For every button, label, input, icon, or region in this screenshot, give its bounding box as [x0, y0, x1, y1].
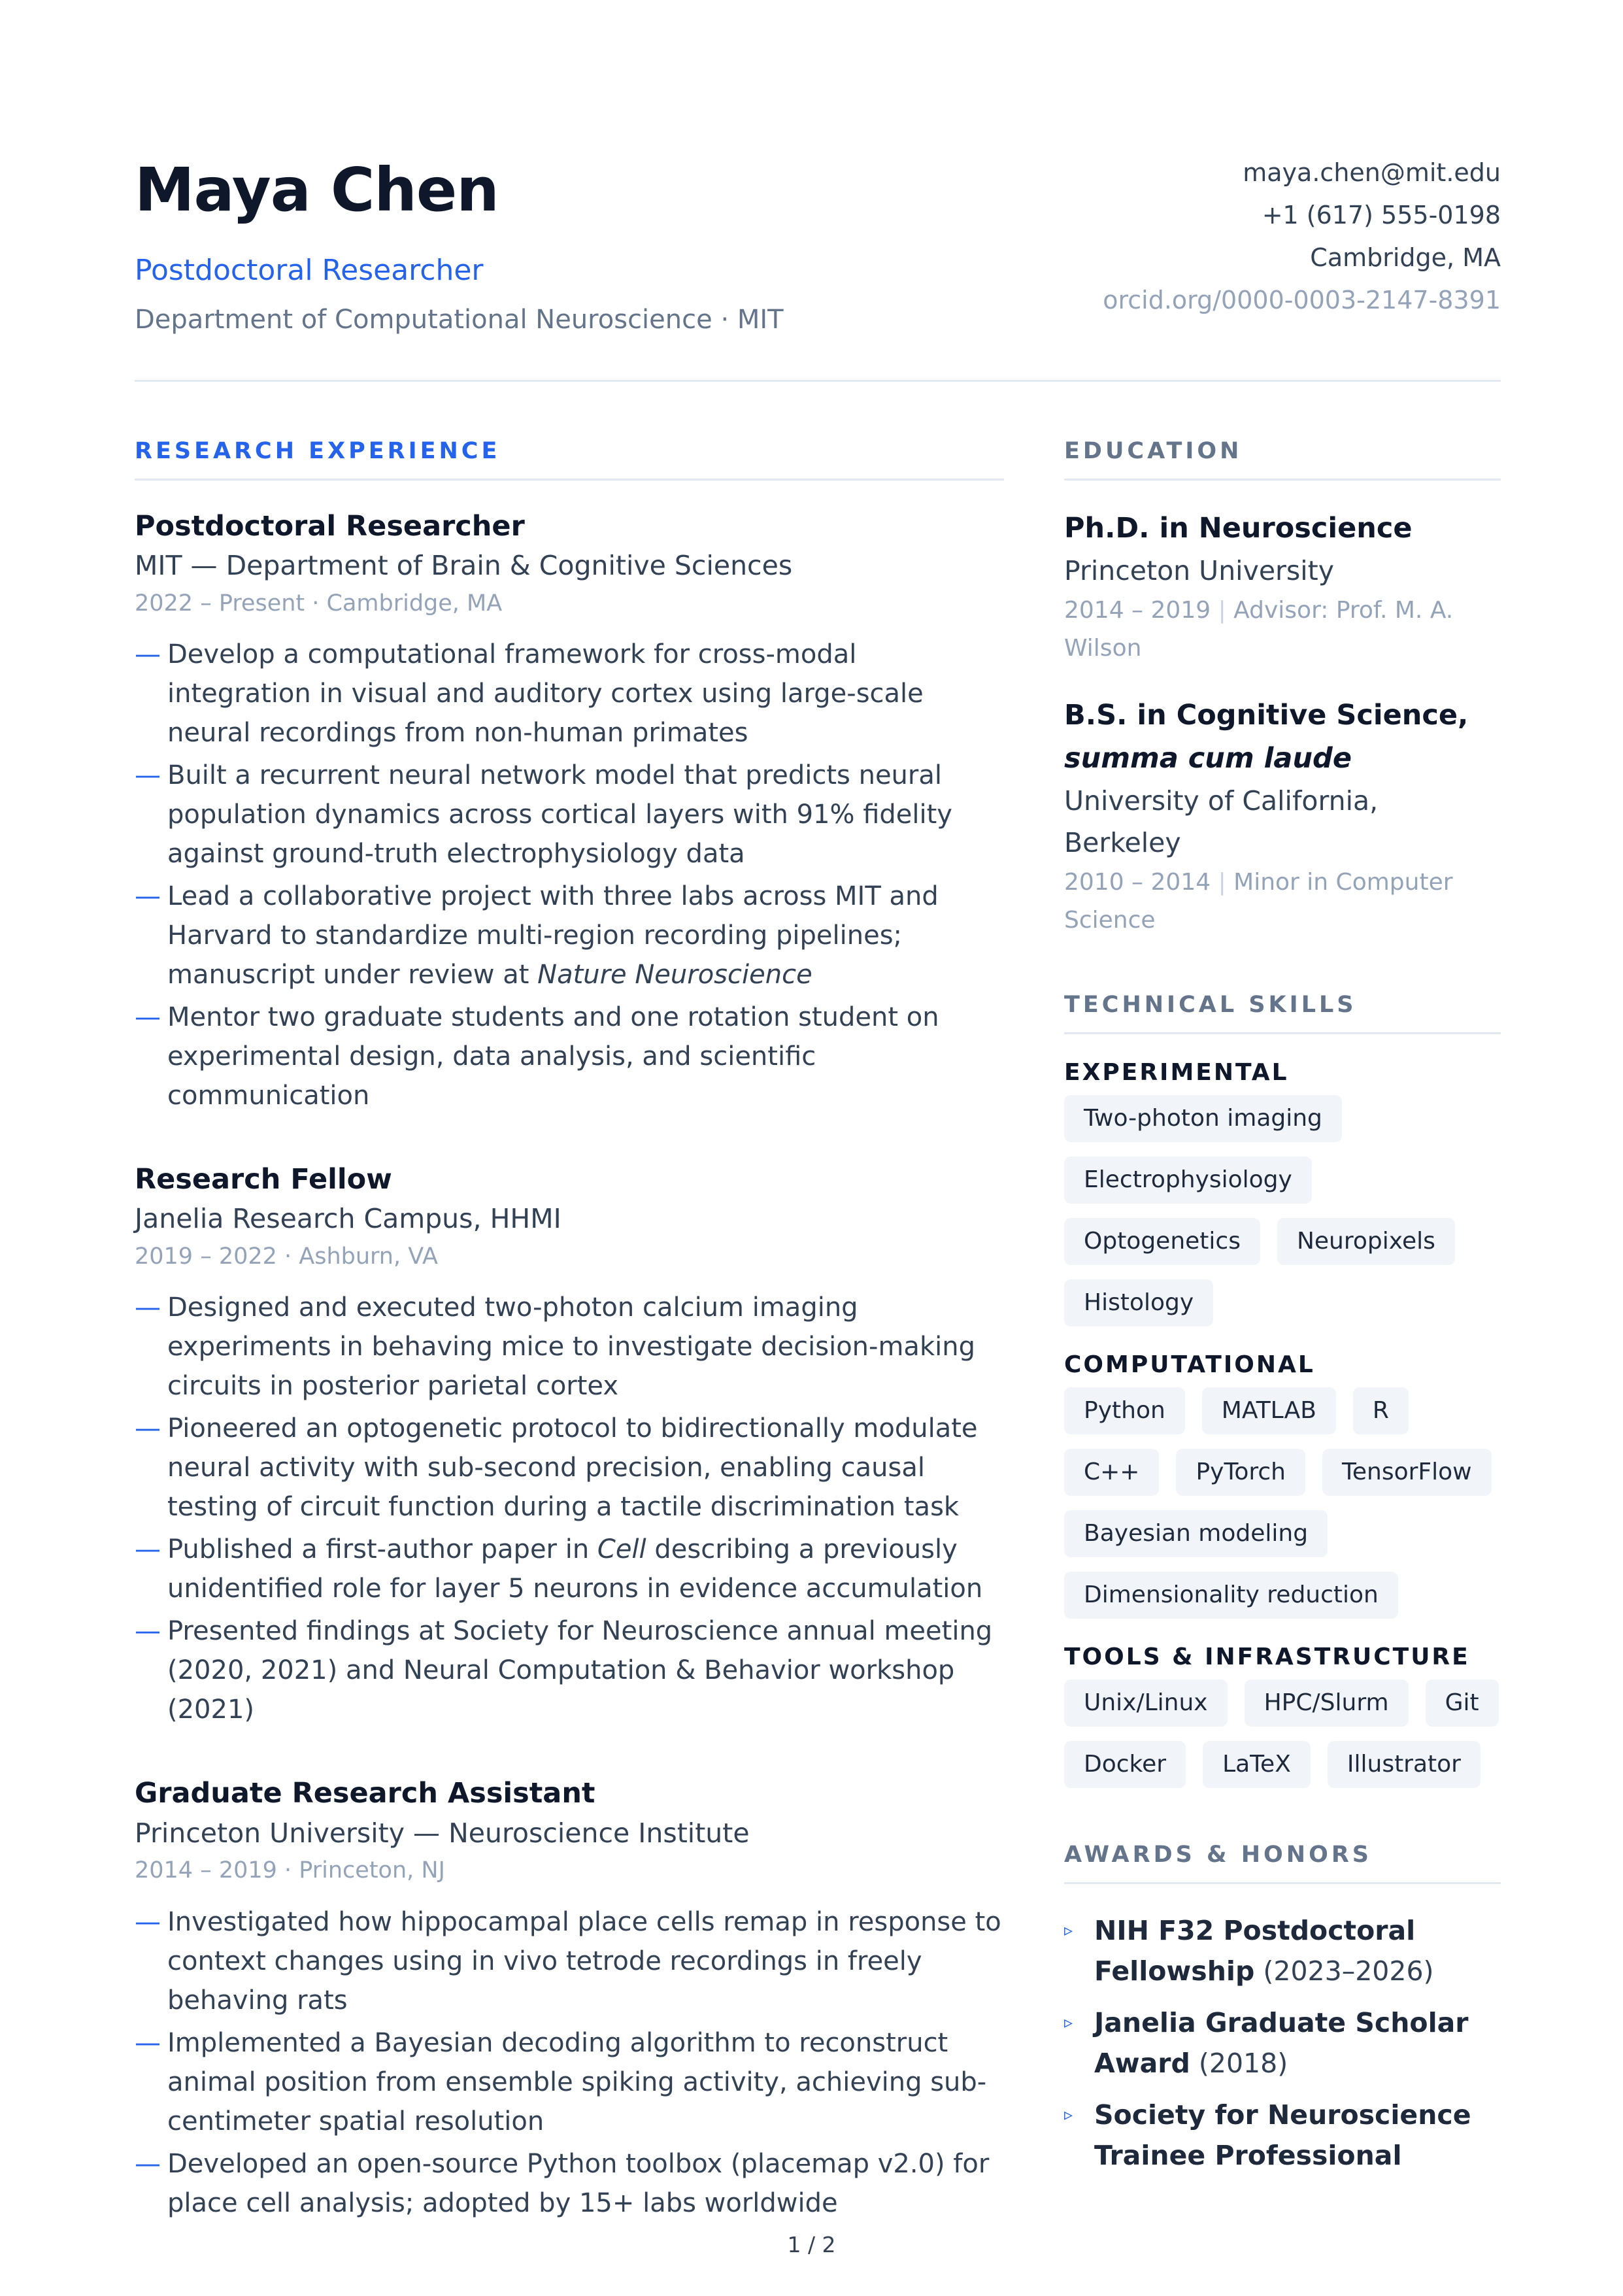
- dash-icon: —: [135, 1906, 161, 1937]
- bullet-item: [135, 877, 1004, 994]
- bullet-item: [135, 998, 1004, 1115]
- bullet-item: [135, 1612, 1004, 1729]
- dash-icon: —: [135, 760, 161, 791]
- bullet-text: Designed and executed two-photon calcium imaging experiments in behaving mice to investigate decision-making circuits in posterior parietal cortex: [167, 1292, 975, 1402]
- triangle-bullet-icon: ▹: [1064, 2105, 1073, 2125]
- section-title-experience: RESEARCH EXPERIENCE: [135, 438, 501, 464]
- bullet-text: Investigated how hippocampal place cells remap in response to context changes using in vivo tetrode recordings in freely behaving rats: [167, 1906, 1001, 2016]
- award-name: Janelia Graduate Scholar Award: [1094, 2007, 1469, 2079]
- journal-name: Nature Neuroscience: [537, 960, 812, 990]
- bullet-text: describing a previously unidentified role for layer 5 neurons in evidence accumulation: [167, 1534, 983, 1604]
- header-divider: [135, 380, 1501, 382]
- job-organization: MIT — Department of Brain & Cognitive Sciences: [135, 550, 793, 582]
- bullet-item: [135, 2144, 1004, 2223]
- degree-name: B.S. in Cognitive Science,: [1064, 699, 1469, 732]
- degree-name: Ph.D. in Neuroscience: [1064, 512, 1413, 545]
- skill-chip: Python: [1064, 1387, 1185, 1434]
- school-name: University of California, Berkeley: [1064, 785, 1379, 858]
- bullet-item: [135, 2023, 1004, 2141]
- section-divider: [1064, 1882, 1501, 1884]
- skill-chip: Dimensionality reduction: [1064, 1572, 1398, 1619]
- education-note: Minor in Computer Science: [1064, 869, 1453, 934]
- award-detail: (2018): [1198, 2048, 1288, 2079]
- separator: |: [1211, 597, 1234, 624]
- degree-title: [1064, 507, 1501, 550]
- section-title-awards: AWARDS & HONORS: [1064, 1842, 1372, 1868]
- bullet-item: [135, 756, 1004, 873]
- skill-chip: Unix/Linux: [1064, 1680, 1228, 1727]
- education-list: [1064, 507, 1501, 939]
- skill-group-title: TOOLS & INFRASTRUCTURE: [1064, 1644, 1470, 1670]
- skill-chips: [1064, 1680, 1501, 1788]
- education-entry: [1064, 694, 1501, 939]
- page-number: 1 / 2: [787, 2232, 836, 2257]
- section-divider: [1064, 479, 1501, 481]
- job-organization: Princeton University — Neuroscience Institute: [135, 1817, 750, 1849]
- dash-icon: —: [135, 639, 161, 670]
- award-name: Society for Neuroscience Trainee Professional: [1094, 2099, 1471, 2171]
- skill-chip: MATLAB: [1202, 1387, 1336, 1434]
- skill-chip: Electrophysiology: [1064, 1156, 1312, 1204]
- candidate-department: Department of Computational Neuroscience · MIT: [135, 305, 784, 335]
- school-name: Princeton University: [1064, 555, 1335, 586]
- award-item: [1064, 2002, 1501, 2084]
- dash-icon: —: [135, 1616, 161, 1647]
- job-bullets: [135, 1902, 1004, 2223]
- degree-title: [1064, 694, 1501, 780]
- skill-chip: PyTorch: [1176, 1449, 1305, 1496]
- job-entry: [135, 1160, 1004, 1729]
- bullet-item: [135, 1902, 1004, 2020]
- dash-icon: —: [135, 2148, 161, 2179]
- skill-chips: [1064, 1387, 1501, 1619]
- experience-column: [135, 438, 1004, 2226]
- triangle-bullet-icon: ▹: [1064, 1921, 1073, 1940]
- job-entry: [135, 1774, 1004, 2222]
- bullet-item: [135, 1288, 1004, 1406]
- job-title: Postdoctoral Researcher: [135, 510, 525, 543]
- job-title: Research Fellow: [135, 1163, 392, 1196]
- section-divider: [135, 479, 1004, 481]
- education-note: Advisor: Prof. M. A. Wilson: [1064, 597, 1454, 662]
- contact-location: Cambridge, MA: [1310, 243, 1501, 272]
- job-title: Graduate Research Assistant: [135, 1777, 595, 1810]
- skill-chip: Two-photon imaging: [1064, 1095, 1342, 1142]
- bullet-item: [135, 1409, 1004, 1527]
- bullet-item: [135, 635, 1004, 752]
- skill-chip: Histology: [1064, 1279, 1213, 1326]
- triangle-bullet-icon: ▹: [1064, 2013, 1073, 2033]
- bullet-text: Developed an open-source Python toolbox (placemap v2.0) for place cell analysis; adopted by 15+ labs worldwide: [167, 2148, 990, 2218]
- contact-email[interactable]: maya.chen@mit.edu: [1243, 158, 1501, 187]
- skill-chip: Optogenetics: [1064, 1218, 1260, 1265]
- job-organization: Janelia Research Campus, HHMI: [135, 1203, 561, 1235]
- bullet-text: Presented findings at Society for Neuroscience annual meeting (2020, 2021) and Neural Computation & Behavior workshop (2021): [167, 1616, 993, 1725]
- job-dates-location: 2022 – Present · Cambridge, MA: [135, 590, 503, 616]
- dash-icon: —: [135, 2027, 161, 2058]
- journal-name: Cell: [597, 1534, 646, 1565]
- dash-icon: —: [135, 881, 161, 912]
- award-item: [1064, 2095, 1501, 2176]
- award-name: NIH F32 Postdoctoral Fellowship: [1094, 1915, 1416, 1987]
- dash-icon: —: [135, 1002, 161, 1033]
- contact-orcid[interactable]: orcid.org/0000-0003-2147-8391: [1103, 286, 1501, 314]
- bullet-text: Pioneered an optogenetic protocol to bidirectionally modulate neural activity with sub-second precision, enabling causal testing of circuit function during a tactile discrimination task: [167, 1413, 978, 1523]
- skill-chip: HPC/Slurm: [1245, 1680, 1409, 1727]
- separator: |: [1211, 869, 1234, 896]
- bullet-text: Built a recurrent neural network model that predicts neural population dynamics across cortical layers with 91% fidelity against ground-truth electrophysiology data: [167, 760, 952, 869]
- bullet-text: Mentor two graduate students and one rotation student on experimental design, data analysis, and scientific communication: [167, 1002, 939, 1111]
- skill-group-title: EXPERIMENTAL: [1064, 1059, 1289, 1086]
- awards-section: [1064, 1842, 1501, 2176]
- candidate-role: Postdoctoral Researcher: [135, 254, 484, 287]
- skill-chip: Illustrator: [1328, 1741, 1481, 1788]
- candidate-name: Maya Chen: [135, 155, 499, 225]
- bullet-text: Implemented a Bayesian decoding algorithm to reconstruct animal position from ensemble spiking activity, achieving sub-centimeter spatial resolution: [167, 2027, 987, 2136]
- sidebar-column: [1064, 438, 1501, 2187]
- skill-chip: LaTeX: [1203, 1741, 1311, 1788]
- skill-groups: [1064, 1059, 1501, 1788]
- skill-chip: R: [1353, 1387, 1409, 1434]
- contact-block: [1103, 152, 1501, 322]
- skill-chip: Git: [1426, 1680, 1499, 1727]
- education-meta: [1064, 864, 1501, 939]
- job-list: [135, 507, 1004, 2223]
- education-meta: [1064, 592, 1501, 667]
- skill-group-title: COMPUTATIONAL: [1064, 1351, 1315, 1378]
- job-bullets: [135, 1288, 1004, 1729]
- bullet-text: Published a first-author paper in: [167, 1534, 597, 1565]
- bullet-text: Lead a collaborative project with three labs across MIT and Harvard to standardize multi-region recording pipelines; manuscript under review at: [167, 881, 939, 990]
- section-divider: [1064, 1032, 1501, 1034]
- job-entry: [135, 507, 1004, 1115]
- education-years: 2014 – 2019: [1064, 597, 1211, 624]
- contact-phone[interactable]: +1 (617) 555-0198: [1262, 201, 1501, 229]
- award-item: [1064, 1910, 1501, 1991]
- skill-chip: Neuropixels: [1277, 1218, 1455, 1265]
- skill-chips: [1064, 1095, 1501, 1326]
- skills-section: [1064, 992, 1501, 1788]
- skill-chip: Docker: [1064, 1741, 1186, 1788]
- bullet-text: Develop a computational framework for cross-modal integration in visual and auditory cortex using large-scale neural recordings from non-human primates: [167, 639, 924, 749]
- award-detail: (2023–2026): [1263, 1955, 1434, 1987]
- skill-chip: Bayesian modeling: [1064, 1510, 1328, 1557]
- education-years: 2010 – 2014: [1064, 869, 1211, 896]
- skill-chip: C++: [1064, 1449, 1159, 1496]
- dash-icon: —: [135, 1292, 161, 1323]
- degree-honors: summa cum laude: [1064, 742, 1352, 775]
- job-dates-location: 2019 – 2022 · Ashburn, VA: [135, 1243, 438, 1270]
- dash-icon: —: [135, 1534, 161, 1565]
- job-dates-location: 2014 – 2019 · Princeton, NJ: [135, 1857, 445, 1884]
- section-title-skills: TECHNICAL SKILLS: [1064, 992, 1357, 1018]
- skill-chip: TensorFlow: [1322, 1449, 1492, 1496]
- education-entry: [1064, 507, 1501, 667]
- section-title-education: EDUCATION: [1064, 438, 1243, 464]
- awards-list: [1064, 1910, 1501, 2176]
- bullet-item: [135, 1530, 1004, 1608]
- job-bullets: [135, 635, 1004, 1115]
- dash-icon: —: [135, 1413, 161, 1444]
